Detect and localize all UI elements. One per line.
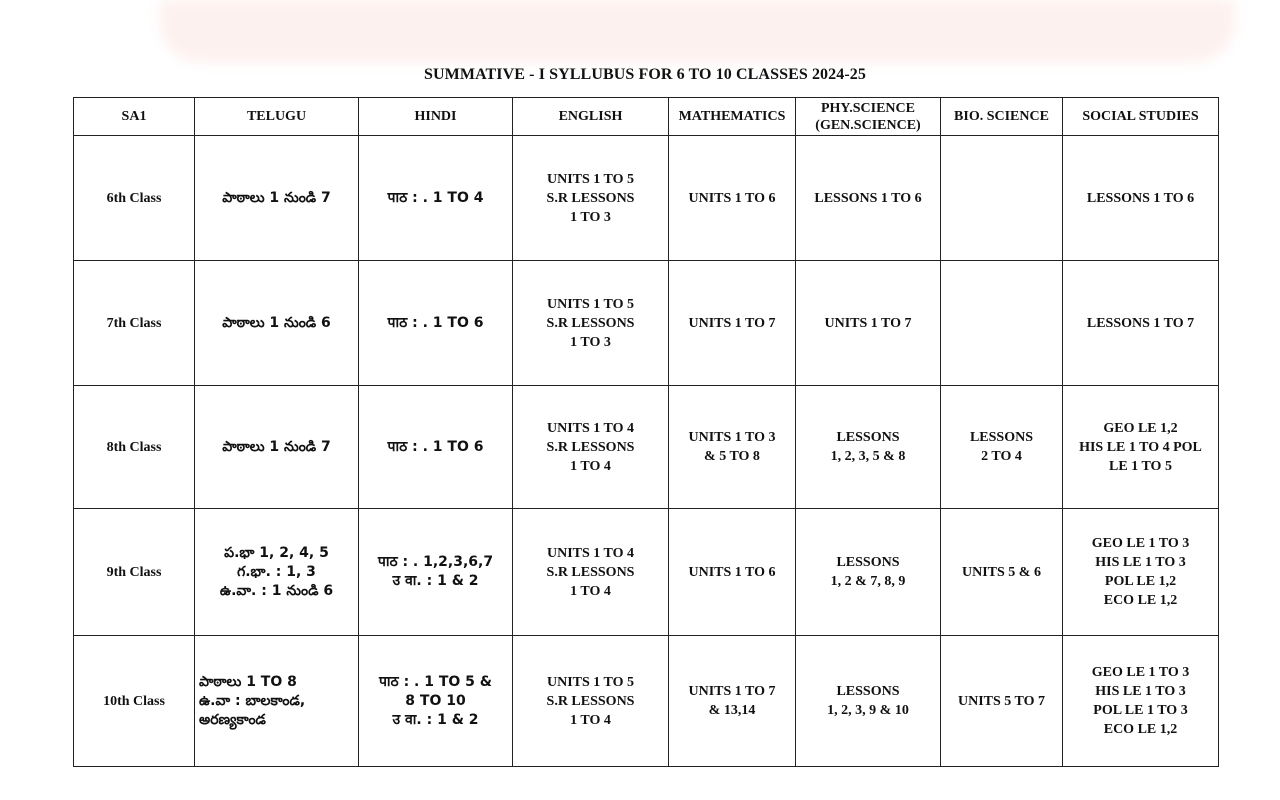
hindi-cell: पाठ : . 1 TO 5 & 8 TO 10 उ वा. : 1 & 2 — [359, 636, 513, 767]
header-social-studies: SOCIAL STUDIES — [1063, 98, 1219, 136]
page-title: SUMMATIVE - I SYLLUBUS FOR 6 TO 10 CLASSES 2024-25 — [424, 66, 866, 83]
english-cell: UNITS 1 TO 5 S.R LESSONS 1 TO 4 — [513, 636, 669, 767]
table-row — [74, 509, 1219, 636]
english-cell: UNITS 1 TO 5 S.R LESSONS 1 TO 3 — [513, 136, 669, 261]
class-cell: 6th Class — [74, 136, 195, 261]
phy-science-cell: LESSONS 1, 2, 3, 5 & 8 — [796, 386, 941, 509]
class-cell: 10th Class — [74, 636, 195, 767]
telugu-cell: పాఠాలు 1 TO 8 ఉ.వా : బాలకాండ, అరణ్యకాండ — [195, 636, 359, 767]
hindi-cell: पाठ : . 1 TO 4 — [359, 136, 513, 261]
mathematics-cell: UNITS 1 TO 7 & 13,14 — [669, 636, 796, 767]
bio-science-cell: UNITS 5 & 6 — [941, 509, 1063, 636]
phy-science-cell: LESSONS 1 TO 6 — [796, 136, 941, 261]
social-studies-cell: GEO LE 1 TO 3 HIS LE 1 TO 3 POL LE 1 TO 3 ECO LE 1,2 — [1063, 636, 1219, 767]
table-row — [74, 136, 1219, 261]
header-mathematics: MATHEMATICS — [669, 98, 796, 136]
bio-science-cell: LESSONS 2 TO 4 — [941, 386, 1063, 509]
mathematics-cell: UNITS 1 TO 6 — [669, 136, 796, 261]
header-sa1: SA1 — [74, 98, 195, 136]
header-english: ENGLISH — [513, 98, 669, 136]
bio-science-cell — [941, 261, 1063, 386]
syllabus-table — [73, 97, 1219, 767]
english-cell: UNITS 1 TO 5 S.R LESSONS 1 TO 3 — [513, 261, 669, 386]
header-telugu: TELUGU — [195, 98, 359, 136]
header-hindi: HINDI — [359, 98, 513, 136]
hindi-cell: पाठ : . 1 TO 6 — [359, 386, 513, 509]
telugu-cell: ప.భా 1, 2, 4, 5 గ.భా. : 1, 3 ఉ.వా. : 1 నుండి 6 — [195, 509, 359, 636]
phy-science-cell: LESSONS 1, 2 & 7, 8, 9 — [796, 509, 941, 636]
hindi-cell: पाठ : . 1,2,3,6,7 उ वा. : 1 & 2 — [359, 509, 513, 636]
telugu-cell: పాఠాలు 1 నుండి 6 — [195, 261, 359, 386]
header-phy-science: PHY.SCIENCE (GEN.SCIENCE) — [796, 98, 941, 136]
header-row — [74, 98, 1219, 136]
bio-science-cell — [941, 136, 1063, 261]
english-cell: UNITS 1 TO 4 S.R LESSONS 1 TO 4 — [513, 386, 669, 509]
social-studies-cell: GEO LE 1,2 HIS LE 1 TO 4 POL LE 1 TO 5 — [1063, 386, 1219, 509]
class-cell: 9th Class — [74, 509, 195, 636]
mathematics-cell: UNITS 1 TO 7 — [669, 261, 796, 386]
table-row — [74, 386, 1219, 509]
bio-science-cell: UNITS 5 TO 7 — [941, 636, 1063, 767]
social-studies-cell: LESSONS 1 TO 6 — [1063, 136, 1219, 261]
mathematics-cell: UNITS 1 TO 6 — [669, 509, 796, 636]
table-row — [74, 636, 1219, 767]
social-studies-cell: GEO LE 1 TO 3 HIS LE 1 TO 3 POL LE 1,2 ECO LE 1,2 — [1063, 509, 1219, 636]
phy-science-cell: UNITS 1 TO 7 — [796, 261, 941, 386]
phy-science-cell: LESSONS 1, 2, 3, 9 & 10 — [796, 636, 941, 767]
telugu-cell: పాఠాలు 1 నుండి 7 — [195, 136, 359, 261]
table-row — [74, 261, 1219, 386]
class-cell: 7th Class — [74, 261, 195, 386]
english-cell: UNITS 1 TO 4 S.R LESSONS 1 TO 4 — [513, 509, 669, 636]
mathematics-cell: UNITS 1 TO 3 & 5 TO 8 — [669, 386, 796, 509]
hindi-cell: पाठ : . 1 TO 6 — [359, 261, 513, 386]
telugu-cell: పాఠాలు 1 నుండి 7 — [195, 386, 359, 509]
class-cell: 8th Class — [74, 386, 195, 509]
social-studies-cell: LESSONS 1 TO 7 — [1063, 261, 1219, 386]
header-bio-science: BIO. SCIENCE — [941, 98, 1063, 136]
top-blur-band — [160, 0, 1235, 62]
